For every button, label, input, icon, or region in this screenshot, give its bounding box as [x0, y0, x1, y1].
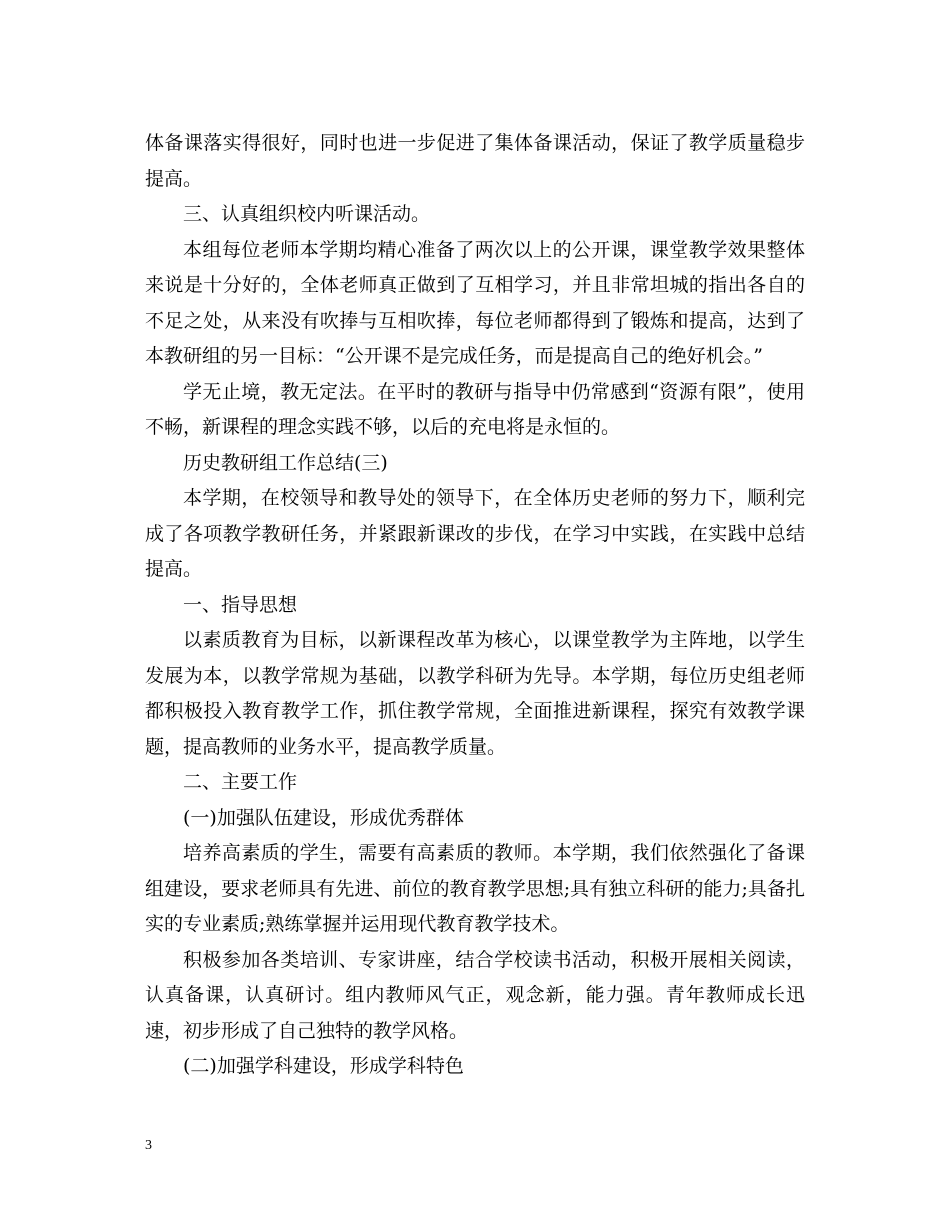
- section-heading: 一、指导思想: [183, 593, 298, 616]
- section-heading: 三、认真组织校内听课活动。: [183, 203, 431, 225]
- body-text: [145, 126, 805, 1085]
- paragraph: 本学期，在校领导和教导处的领导下，在全体历史老师的努力下，顺利完成了各项教学教研任务，并紧跟新课改的步伐，在学习中实践，在实践中总结提高。: [145, 487, 805, 580]
- subsection-heading: (一)加强队伍建设，形成优秀群体: [183, 806, 464, 829]
- paragraph: 学无止境，教无定法。在平时的教研与指导中仍常感到“资源有限”，使用不畅，新课程的理念实践不够，以后的充电将是永恒的。: [145, 380, 805, 438]
- paragraph: 培养高素质的学生，需要有高素质的教师。本学期，我们依然强化了备课组建设，要求老师具有先进、前位的教育教学思想;具有独立科研的能力;具备扎实的专业素质;熟练掌握并运用现代教育教学技术。: [145, 842, 805, 935]
- page-number: 3: [145, 1138, 152, 1153]
- paragraph: 积极参加各类培训、专家讲座，结合学校读书活动，积极开展相关阅读，认真备课，认真研讨。组内教师风气正，观念新，能力强。青年教师成长迅速，初步形成了自己独特的教学风格。: [145, 948, 805, 1042]
- paragraph: 体备课落实得很好，同时也进一步促进了集体备课活动，保证了教学质量稳步提高。: [145, 132, 805, 190]
- paragraph: 本组每位老师本学期均精心准备了两次以上的公开课，课堂教学效果整体来说是十分好的，全体老师真正做到了互相学习，并且非常坦城的指出各自的不足之处，从来没有吹捧与互相吹捧，每位老师都得到了锻炼和提高，达到了本教研组的另一目标：“公开课不是完成任务，而是提高自己的绝好机会。”: [145, 238, 805, 367]
- document-title: 历史教研组工作总结(三): [183, 451, 388, 474]
- subsection-heading: (二)加强学科建设，形成学科特色: [183, 1055, 464, 1077]
- section-heading: 二、主要工作: [183, 771, 298, 793]
- paragraph: 以素质教育为目标，以新课程改革为核心，以课堂教学为主阵地，以学生发展为本，以教学常规为基础，以教学科研为先导。本学期，每位历史组老师都积极投入教育教学工作，抓住教学常规，全面推进新课程，探究有效教学课题，提高教师的业务水平，提高教学质量。: [145, 629, 805, 758]
